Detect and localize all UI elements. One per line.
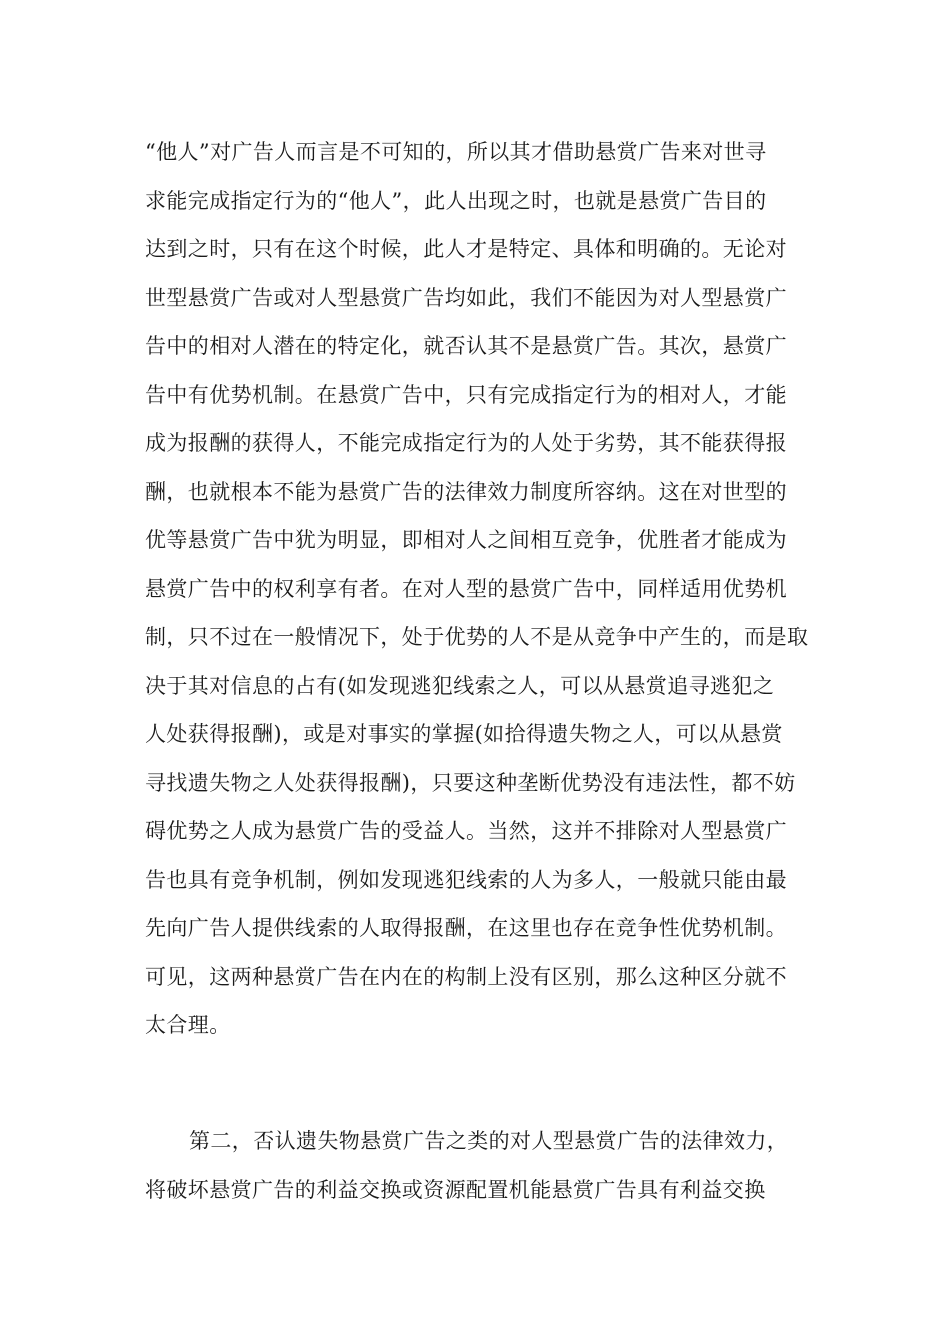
text-line: 世型悬赏广告或对人型悬赏广告均如此，我们不能因为对人型悬赏广 [145, 285, 787, 310]
text-line: 将破坏悬赏广告的利益交换或资源配置机能悬赏广告具有利益交换 [145, 1177, 766, 1202]
paragraph [145, 1117, 810, 1214]
text-line: 求能完成指定行为的“他人”，此人出现之时，也就是悬赏广告目的 [145, 188, 767, 213]
paragraph [145, 128, 810, 1050]
text-line: 悬赏广告中的权利享有者。在对人型的悬赏广告中，同样适用优势机 [145, 576, 787, 601]
text-line: 先向广告人提供线索的人取得报酬，在这里也存在竞争性优势机制。 [145, 916, 787, 940]
text-line: 决于其对信息的占有(如发现逃犯线索之人，可以从悬赏追寻逃犯之 [145, 673, 775, 698]
text-line: 酬，也就根本不能为悬赏广告的法律效力制度所容纳。这在对世型的 [145, 479, 787, 504]
text-line: 寻找遗失物之人处获得报酬)，只要这种垄断优势没有违法性，都不妨 [145, 770, 796, 795]
text-line: 告中有优势机制。在悬赏广告中，只有完成指定行为的相对人，才能 [145, 382, 787, 407]
text-line: 制，只不过在一般情况下，处于优势的人不是从竞争中产生的，而是取 [145, 625, 809, 649]
text-line: 可见，这两种悬赏广告在内在的构制上没有区别，那么这种区分就不 [145, 964, 787, 989]
text-line: “他人”对广告人而言是不可知的，所以其才借助悬赏广告来对世寻 [145, 140, 767, 164]
text-line: 第二，否认遗失物悬赏广告之类的对人型悬赏广告的法律效力， [189, 1129, 789, 1153]
text-line: 太合理。 [145, 1013, 231, 1037]
text-line: 成为报酬的获得人，不能完成指定行为的人处于劣势，其不能获得报 [145, 431, 787, 455]
text-line: 告也具有竞争机制，例如发现逃犯线索的人为多人，一般就只能由最 [145, 867, 787, 892]
text-line: 优等悬赏广告中犹为明显，即相对人之间相互竞争，优胜者才能成为 [145, 528, 787, 552]
text-line: 碍优势之人成为悬赏广告的受益人。当然，这并不排除对人型悬赏广 [145, 819, 787, 843]
text-line: 人处获得报酬)，或是对事实的掌握(如拾得遗失物之人，可以从悬赏 [145, 722, 783, 746]
text-line: 告中的相对人潜在的特定化，就否认其不是悬赏广告。其次，悬赏广 [145, 334, 787, 358]
text-line: 达到之时，只有在这个时候，此人才是特定、具体和明确的。无论对 [145, 237, 787, 261]
